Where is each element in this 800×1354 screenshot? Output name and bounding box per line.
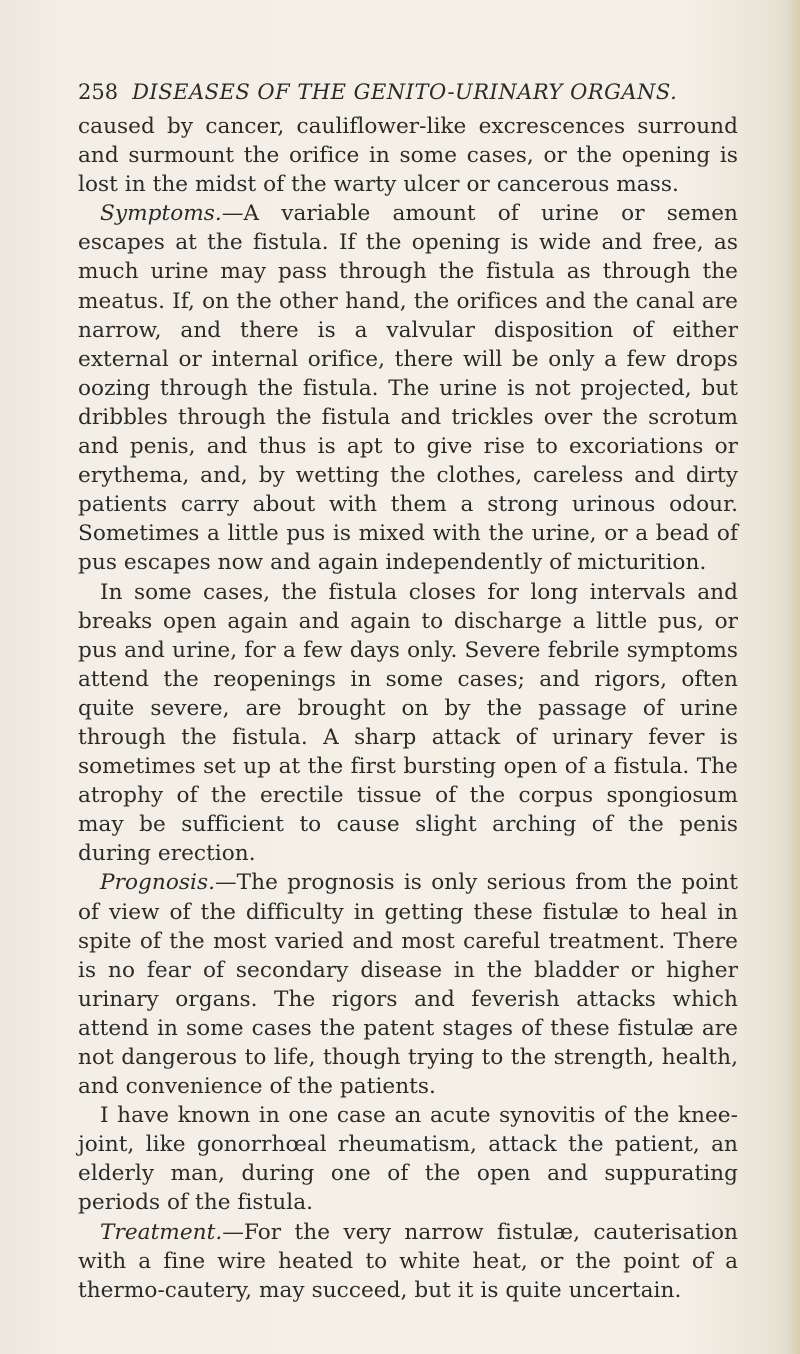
paragraph-text: In some cases, the fistula closes for long intervals and breaks open again and again to discharge a little pus, or pus and urine, for a few days only. Severe febrile symptoms attend the reopenings in some cases; and rigors, often quite severe, are brought on by the passage of urine through the fistula. A sharp attack of urinary fever is sometimes set up at the first bursting open of a fistula. The atrophy of the erectile tissue of the corpus spongiosum may be sufficient to cause slight arching of the penis during erection. xyxy=(78,579,738,867)
paragraph-symptoms xyxy=(78,199,738,577)
running-header xyxy=(78,80,738,104)
section-heading-treatment: Treatment. xyxy=(100,1219,223,1245)
paragraph-synovitis xyxy=(78,1101,738,1217)
paragraph-prognosis xyxy=(78,868,738,1101)
paragraph-text: caused by cancer, cauliflower-like excrescences surround and surmount the orifice in some cases, or the opening is lost in the midst of the warty ulcer or cancerous mass. xyxy=(78,114,738,198)
paragraph-text: —The prognosis is only serious from the point of view of the difficulty in getting these fistulæ to heal in spite of the most varied and most careful treatment. There is no fear of secondary disease in the bladder or higher urinary organs. The rigors and feverish attacks which attend in some cases the patent stages of these fistulæ are not dangerous to life, though trying to the strength, health, and convenience of the patients. xyxy=(78,870,738,1100)
paragraph-text: I have known in one case an acute synovitis of the knee-joint, like gonorrhœal rheumatism, attack the patient, an elderly man, during one of the open and suppurating periods of the fistula. xyxy=(78,1103,738,1216)
section-heading-prognosis: Prognosis. xyxy=(100,870,216,896)
paragraph-treatment xyxy=(78,1218,738,1305)
paragraph-fistula-closure xyxy=(78,578,738,869)
paragraph-continuation xyxy=(78,112,738,199)
paragraph-text: —A variable amount of urine or semen escapes at the fistula. If the opening is wide and free, as much urine may pass through the fistula as through the meatus. If, on the other hand, the orifices and the canal are narrow, and there is a valvular disposition of either external or internal orifice, there will be only a few drops oozing through the fistula. The urine is not projected, but dribbles through the fistula and trickles over the scrotum and penis, and thus is apt to give rise to excoriations or erythema, and, by wetting the clothes, careless and dirty patients carry about with them a strong urinous odour. Sometimes a little pus is mixed with the urine, or a bead of pus escapes now and again independently of micturition. xyxy=(78,201,738,576)
page-number: 258 xyxy=(78,80,119,104)
section-heading-symptoms: Symptoms. xyxy=(100,201,222,227)
running-title: DISEASES OF THE GENITO-URINARY ORGANS. xyxy=(132,80,678,104)
paragraph-text: —For the very narrow fistulæ, cauterisation with a fine wire heated to white heat, or the point of a thermo-cautery, may succeed, but it is quite uncertain. xyxy=(78,1219,738,1303)
page-edge-shadow xyxy=(790,0,800,1354)
body-text xyxy=(78,112,738,1305)
